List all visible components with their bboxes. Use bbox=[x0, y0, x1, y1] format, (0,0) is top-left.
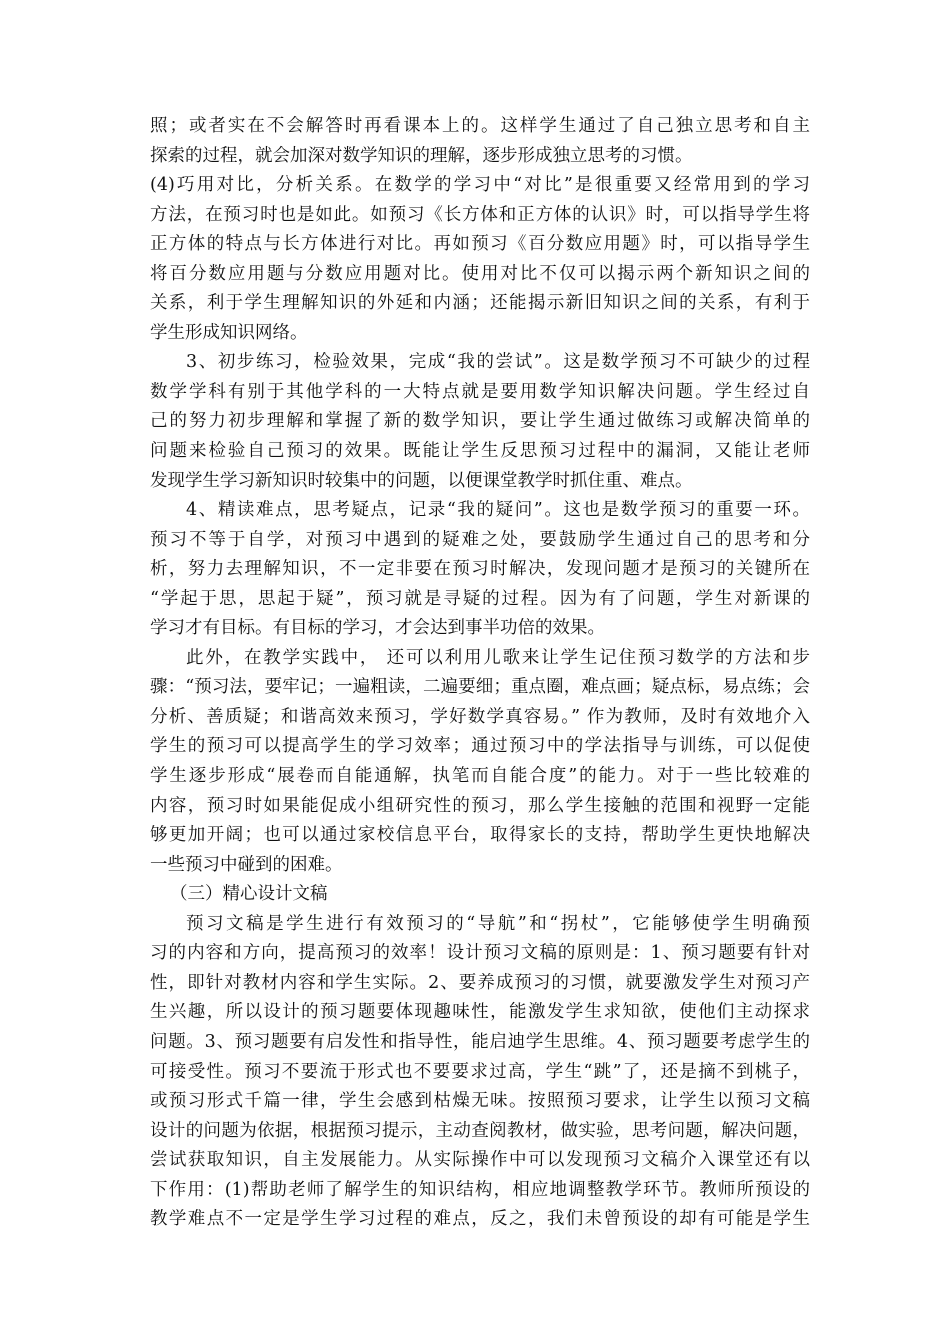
text-line: 问题来检验自己预习的效果。既能让学生反思预习过程中的漏洞，又能让老师 bbox=[150, 441, 810, 462]
text-line: 够更加开阔；也可以通过家校信息平台，取得家长的支持，帮助学生更快地解决 bbox=[150, 825, 810, 846]
text-line: 或预习形式千篇一律，学生会感到枯燥无味。按照预习要求，让学生以预习文稿 bbox=[150, 1091, 810, 1112]
text-line: 分析、善质疑；和谐高效来预习，学好数学真容易。” 作为教师，及时有效地介入 bbox=[150, 706, 810, 727]
text-line: 骤：“预习法，要牢记；一遍粗读，二遍要细；重点圈，难点画；疑点标，易点练；会 bbox=[150, 677, 810, 698]
text-line: 探索的过程，就会加深对数学知识的理解，逐步形成独立思考的习惯。 bbox=[150, 145, 693, 166]
text-line: 预习不等于自学，对预习中遇到的疑难之处，要鼓励学生通过自己的思考和分 bbox=[150, 529, 810, 550]
text-line: 将百分数应用题与分数应用题对比。使用对比不仅可以揭示两个新知识之间的 bbox=[150, 263, 810, 284]
text-line: 发现学生学习新知识时较集中的问题，以便课堂教学时抓住重、难点。 bbox=[150, 470, 693, 491]
text-line: (4)巧用对比，分析关系。在数学的学习中“对比”是很重要又经常用到的学习 bbox=[150, 175, 810, 196]
text-line: “学起于思，思起于疑”，预习就是寻疑的过程。因为有了问题，学生对新课的 bbox=[150, 588, 810, 609]
text-line: 学生逐步形成“展卷而自能通解，执笔而自能合度”的能力。对于一些比较难的 bbox=[150, 766, 810, 787]
text-line: 生兴趣，所以设计的预习题要体现趣味性，能激发学生求知欲，使他们主动探求 bbox=[150, 1002, 810, 1023]
text-line: 性，即针对教材内容和学生实际。2、要养成预习的习惯，就要激发学生对预习产 bbox=[150, 972, 810, 993]
text-line: 下作用：(1)帮助老师了解学生的知识结构，相应地调整教学环节。教师所预设的 bbox=[150, 1179, 810, 1200]
text-line: 可接受性。预习不要流于形式也不要要求过高，学生“跳”了，还是摘不到桃子， bbox=[150, 1061, 810, 1082]
text-line: 关系，利于学生理解知识的外延和内涵；还能揭示新旧知识之间的关系，有利于 bbox=[150, 293, 810, 314]
text-line: 析，努力去理解知识，不一定非要在预习时解决，发现问题才是预习的关键所在 bbox=[150, 559, 810, 580]
document-body bbox=[150, 112, 810, 1235]
text-line: 内容，预习时如果能促成小组研究性的预习，那么学生接触的范围和视野一定能 bbox=[150, 795, 810, 816]
text-line: 预习文稿是学生进行有效预习的“导航”和“拐杖”，它能够使学生明确预 bbox=[186, 913, 810, 934]
text-line: 教学难点不一定是学生学习过程的难点，反之，我们未曾预设的却有可能是学生 bbox=[150, 1209, 810, 1230]
text-line: 学生的预习可以提高学生的学习效率；通过预习中的学法指导与训练，可以促使 bbox=[150, 736, 810, 757]
text-line: 方法，在预习时也是如此。如预习《长方体和正方体的认识》时，可以指导学生将 bbox=[150, 204, 810, 225]
text-line: 习的内容和方向，提高预习的效率！设计预习文稿的原则是：1、预习题要有针对 bbox=[150, 943, 810, 964]
text-line: 学生形成知识网络。 bbox=[150, 322, 308, 343]
text-line: 己的努力初步理解和掌握了新的数学知识，要让学生通过做练习或解决简单的 bbox=[150, 411, 810, 432]
text-line: 学习才有目标。有目标的学习，才会达到事半功倍的效果。 bbox=[150, 618, 605, 639]
text-line: 问题。3、预习题要有启发性和指导性，能启迪学生思维。4、预习题要考虑学生的 bbox=[150, 1031, 810, 1052]
text-line: 照；或者实在不会解答时再看课本上的。这样学生通过了自己独立思考和自主 bbox=[150, 116, 810, 136]
text-line: 4、精读难点，思考疑点，记录“我的疑问”。这也是数学预习的重要一环。 bbox=[186, 500, 810, 521]
text-line: 3、初步练习，检验效果，完成“我的尝试”。这是数学预习不可缺少的过程 bbox=[186, 352, 810, 373]
section-heading: （三）精心设计文稿 bbox=[170, 884, 328, 905]
text-line: 数学学科有别于其他学科的一大特点就是要用数学知识解决问题。学生经过自 bbox=[150, 381, 810, 402]
text-line: 设计的问题为依据，根据预习提示，主动查阅教材，做实验，思考问题，解决问题， bbox=[150, 1120, 810, 1141]
text-line: 尝试获取知识，自主发展能力。从实际操作中可以发现预习文稿介入课堂还有以 bbox=[150, 1150, 810, 1171]
text-line: 一些预习中碰到的困难。 bbox=[150, 854, 343, 875]
text-line: 此外，在教学实践中， 还可以利用儿歌来让学生记住预习数学的方法和步 bbox=[186, 647, 810, 668]
text-line: 正方体的特点与长方体进行对比。再如预习《百分数应用题》时，可以指导学生 bbox=[150, 234, 810, 255]
